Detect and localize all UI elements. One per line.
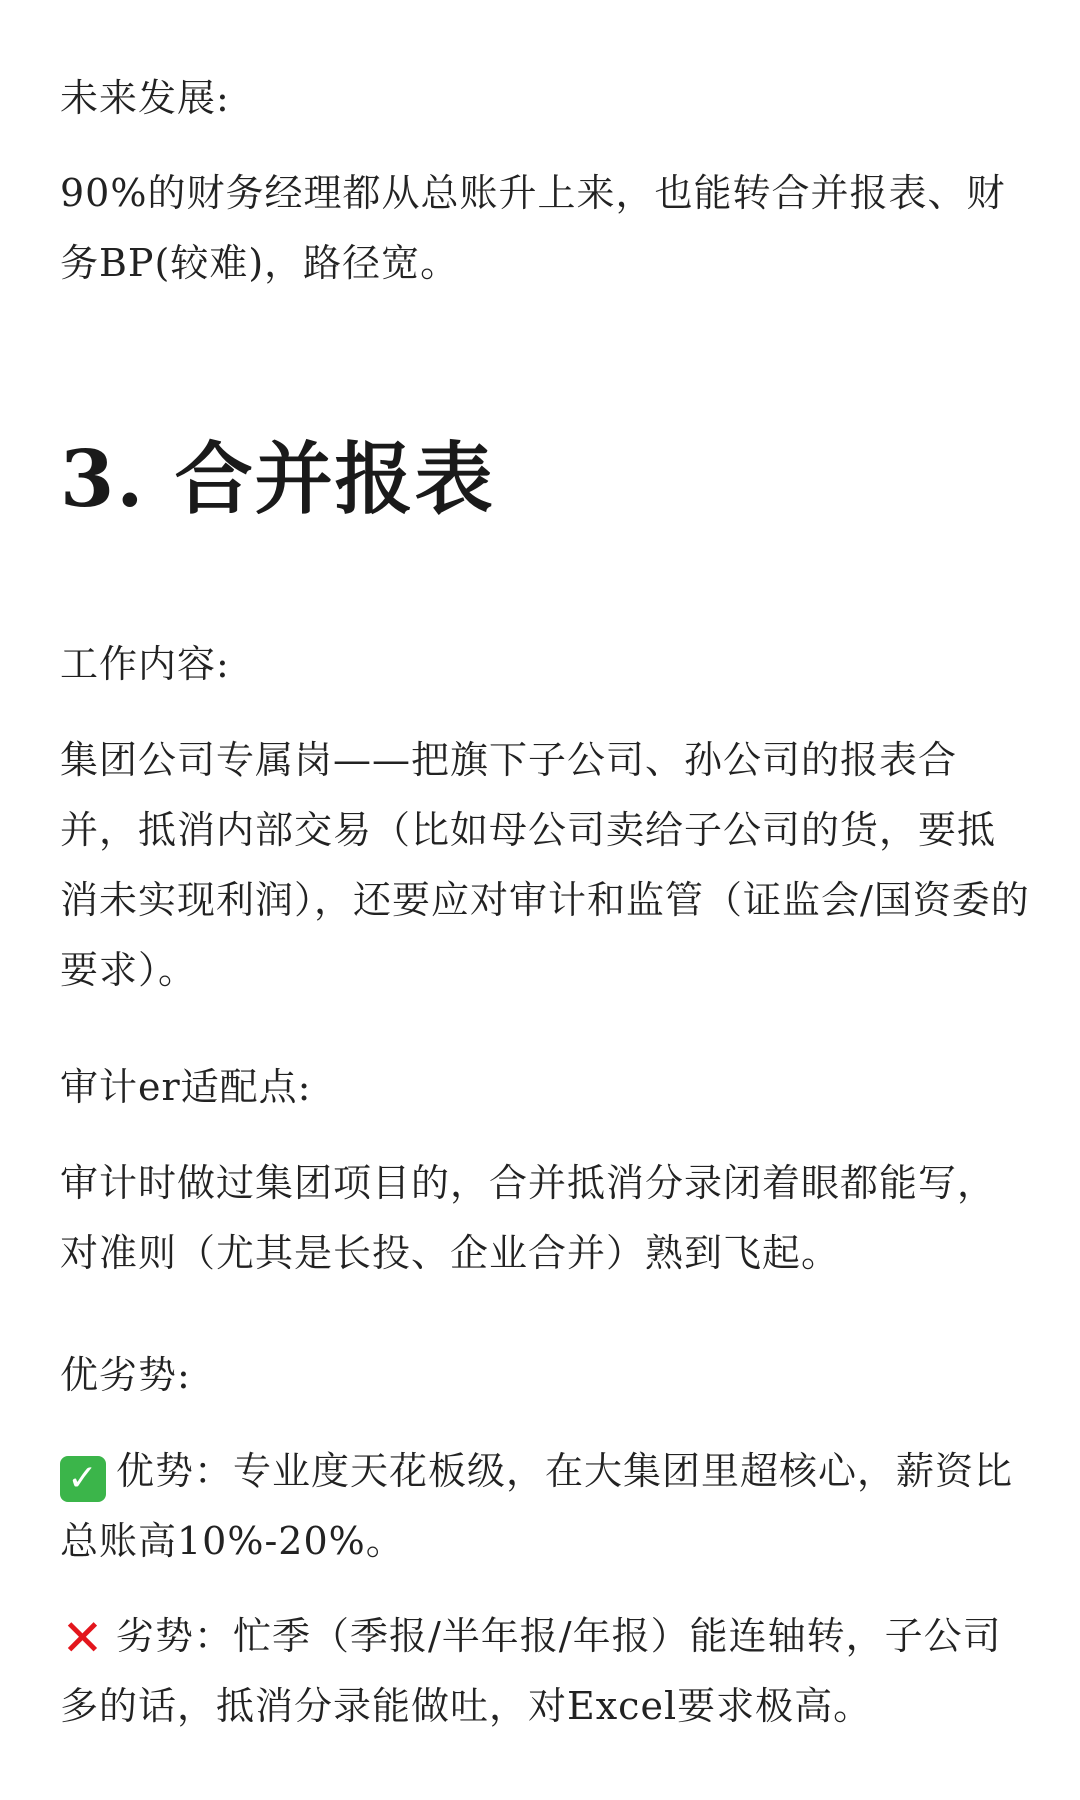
cons-item bbox=[60, 1601, 1030, 1741]
pros-text: 优势：专业度天花板级，在大集团里超核心，薪资比总账高10%-20%。 bbox=[60, 1449, 1014, 1563]
cons-text: 劣势：忙季（季报/半年报/年报）能连轴转，子公司多的话，抵消分录能做吐，对Excel要求极高。 bbox=[60, 1614, 1002, 1728]
fit-label: 审计er适配点: bbox=[60, 1065, 312, 1109]
future-text: 90%的财务经理都从总账升上来，也能转合并报表、财务BP(较难)，路径宽。 bbox=[60, 171, 1006, 285]
cross-mark-icon: ✕ bbox=[61, 1609, 105, 1667]
pros-item bbox=[60, 1436, 1030, 1576]
future-label: 未来发展: bbox=[60, 76, 230, 120]
work-label: 工作内容: bbox=[60, 642, 230, 686]
fit-text: 审计时做过集团项目的，合并抵消分录闭着眼都能写，对准则（尤其是长投、企业合并）熟到飞起。 bbox=[60, 1161, 997, 1275]
pros-cons-label: 优劣势: bbox=[60, 1353, 191, 1397]
check-mark-button-icon: ✓ bbox=[60, 1456, 106, 1502]
section-heading: 3. 合并报表 bbox=[60, 434, 495, 525]
work-text: 集团公司专属岗——把旗下子公司、孙公司的报表合并，抵消内部交易（比如母公司卖给子公司的货，要抵消未实现利润），还要应对审计和监管（证监会/国资委的要求）。 bbox=[60, 738, 1030, 992]
